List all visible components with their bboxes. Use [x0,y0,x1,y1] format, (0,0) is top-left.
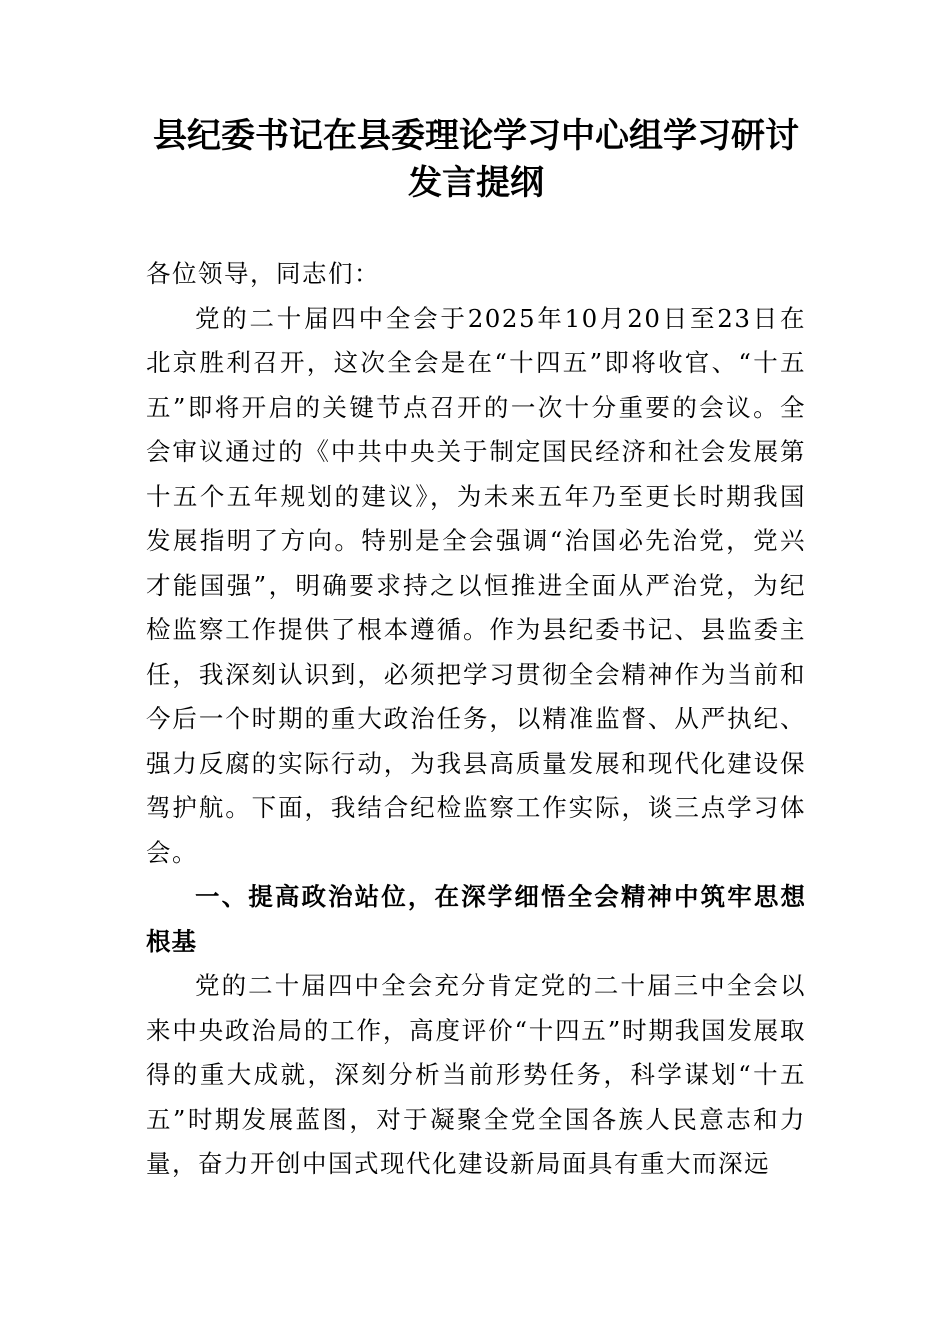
salutation: 各位领导，同志们： [146,259,380,288]
paragraph-section-1: 党的二十届四中全会充分肯定党的二十届三中全会以来中央政治局的工作，高度评价“十四五”时期我国发展取得的重大成就，深刻分析当前形势任务，科学谋划“十五五”时期发展蓝图，对于凝聚全党全国各族人民意志和力量，奋力开创中国式现代化建设新局面具有重大而深远 [146,971,806,1178]
paragraph-intro: 党的二十届四中全会于2025年10月20日至23日在北京胜利召开，这次全会是在“十四五”即将收官、“十五五”即将开启的关键节点召开的一次十分重要的会议。全会审议通过的《中共中央关于制定国民经济和社会发展第十五个五年规划的建议》，为未来五年乃至更长时期我国发展指明了方向。特别是全会强调“治国必先治党，党兴才能国强”，明确要求持之以恒推进全面从严治党，为纪检监察工作提供了根本遵循。作为县纪委书记、县监委主任，我深刻认识到，必须把学习贯彻全会精神作为当前和今后一个时期的重大政治任务，以精准监督、从严执纪、强力反腐的实际行动，为我县高质量发展和现代化建设保驾护航。下面，我结合纪检监察工作实际，谈三点学习体会。 [146,303,806,867]
document-title: 县纪委书记在县委理论学习中心组学习研讨发言提纲 [153,116,799,203]
section-heading-1: 一、提高政治站位，在深学细悟全会精神中筑牢思想根基 [146,882,806,956]
document-body [146,252,806,1187]
